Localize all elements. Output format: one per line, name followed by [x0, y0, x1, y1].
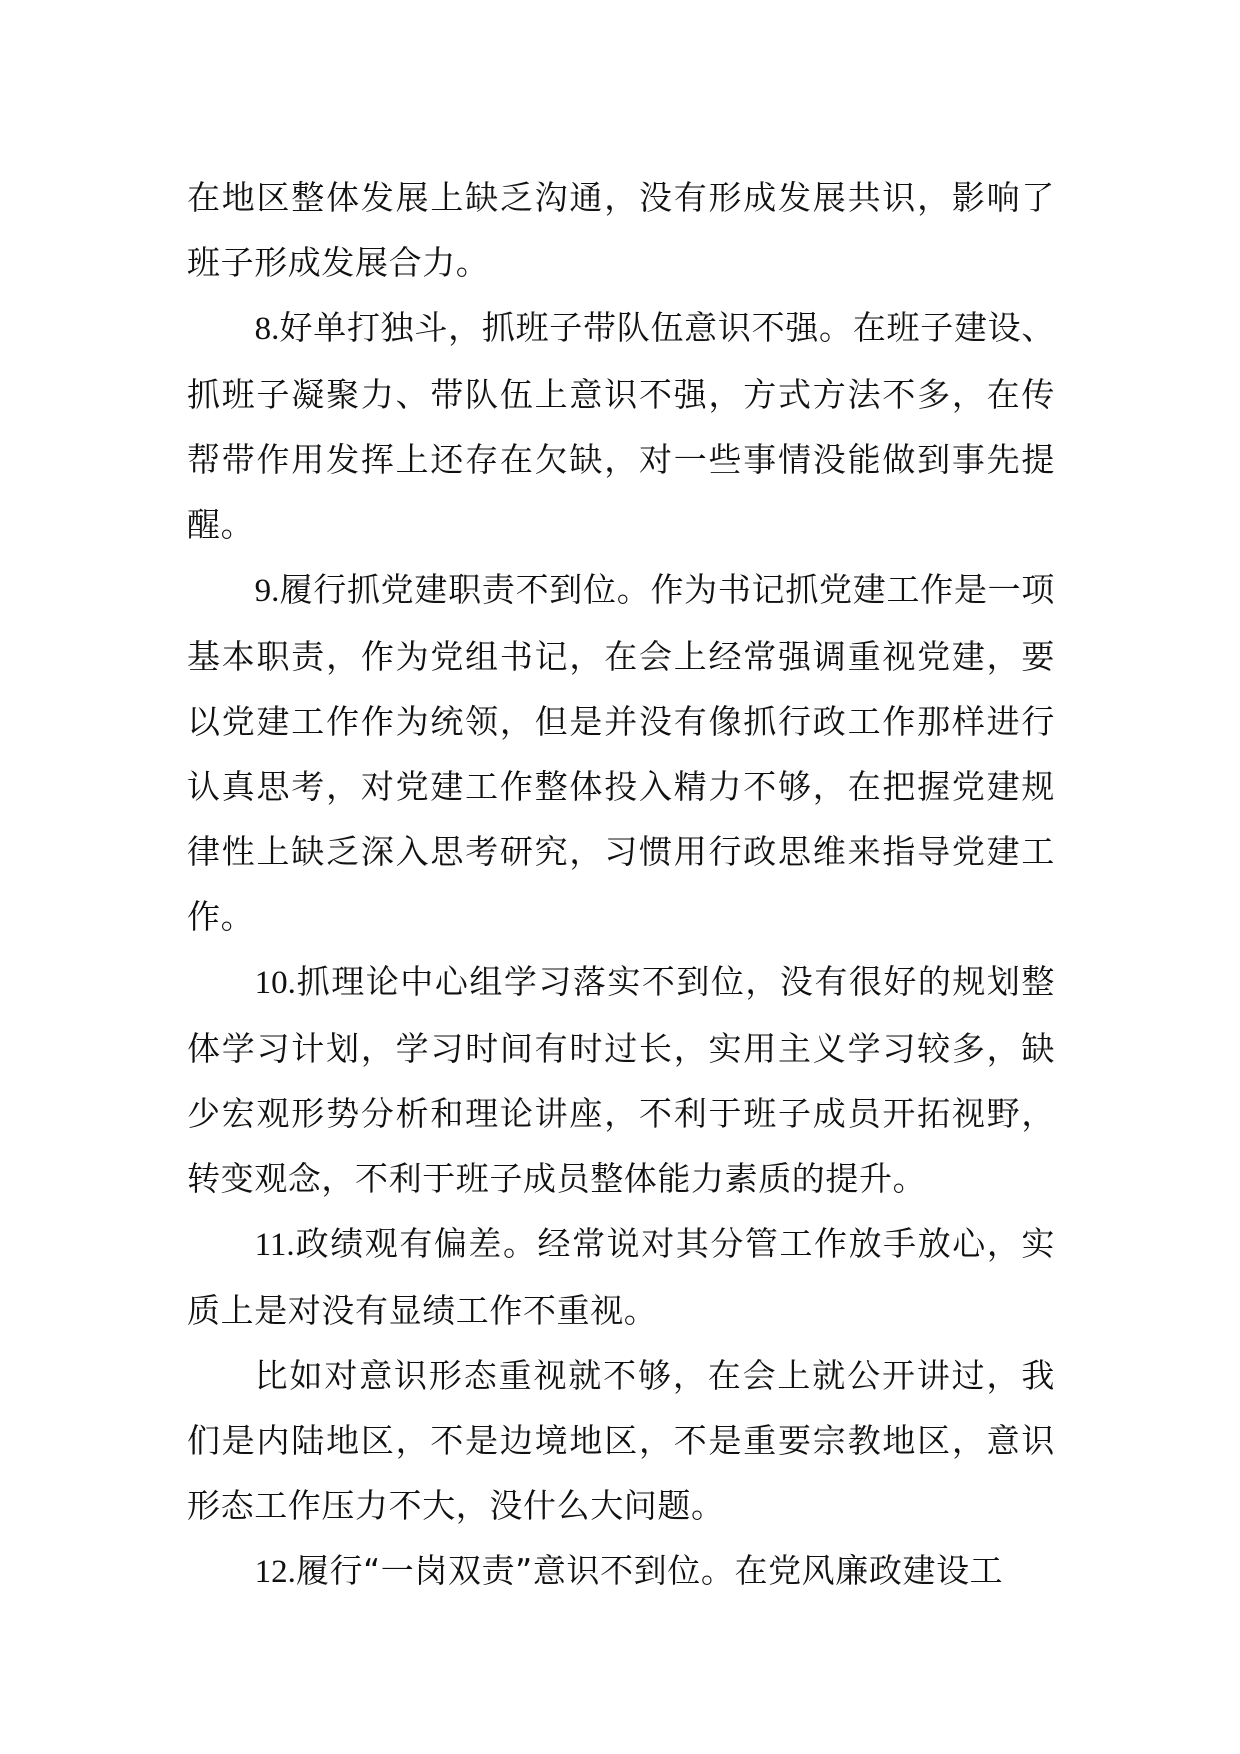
paragraph-text: 好单打独斗，抓班子带队伍意识不强。在班子建设、抓班子凝聚力、带队伍上意识不强，方式方法不多，在传帮带作用发挥上还存在欠缺，对一些事情没能做到事先提醒。 — [187, 308, 1055, 544]
paragraph-item-11-example — [187, 1343, 1055, 1538]
item-number: 9. — [254, 573, 280, 609]
paragraph-item-8 — [187, 295, 1055, 557]
paragraph-text: 履行抓党建职责不到位。作为书记抓党建工作是一项基本职责，作为党组书记，在会上经常强调重视党建，要以党建工作作为统领，但是并没有像抓行政工作那样进行认真思考，对党建工作整体投入精力不够，在把握党建规律性上缺乏深入思考研究，习惯用行政思维来指导党建工作。 — [187, 570, 1055, 936]
paragraph-text: 履行“一岗双责”意识不到位。在党风廉政建设工 — [295, 1551, 1004, 1590]
item-number: 10. — [254, 965, 296, 1001]
item-number: 11. — [254, 1227, 295, 1263]
paragraph-text: 比如对意识形态重视就不够，在会上就公开讲过，我们是内陆地区，不是边境地区，不是重要宗教地区，意识形态工作压力不大，没什么大问题。 — [187, 1356, 1055, 1525]
paragraph-text: 抓理论中心组学习落实不到位，没有很好的规划整体学习计划，学习时间有时过长，实用主义学习较多，缺少宏观形势分析和理论讲座，不利于班子成员开拓视野，转变观念，不利于班子成员整体能力素质的提升。 — [187, 962, 1055, 1198]
paragraph-item-11 — [187, 1211, 1055, 1343]
paragraph-item-9 — [187, 557, 1055, 949]
item-number: 12. — [254, 1554, 296, 1590]
document-body — [187, 165, 1055, 1605]
paragraph-item-12 — [187, 1538, 1055, 1605]
item-number: 8. — [254, 311, 280, 347]
paragraph-text: 在地区整体发展上缺乏沟通，没有形成发展共识，影响了班子形成发展合力。 — [187, 178, 1055, 282]
paragraph-text: 政绩观有偏差。经常说对其分管工作放手放心，实质上是对没有显绩工作不重视。 — [187, 1224, 1055, 1330]
paragraph-item-10 — [187, 949, 1055, 1211]
paragraph-continuation — [187, 165, 1055, 295]
